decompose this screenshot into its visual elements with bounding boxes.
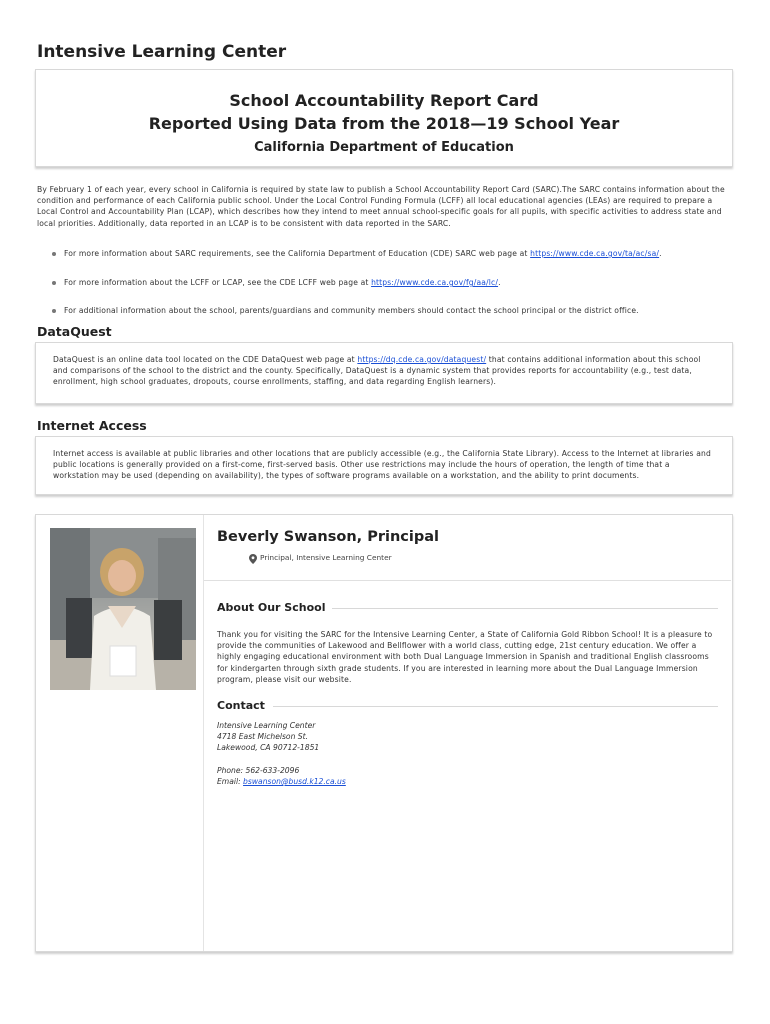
bullet-dot xyxy=(52,252,56,256)
map-pin-icon xyxy=(249,554,257,564)
contact-email-row xyxy=(217,776,346,787)
bullet-text: For more information about SARC requirements, see the California Department of Education (CDE) SARC web page at xyxy=(64,249,531,258)
principal-name: Beverly Swanson, Principal xyxy=(217,529,439,545)
bullet-text: For additional information about the school, parents/guardians and community members should contact the school principal or the district office. xyxy=(64,306,639,315)
contact-heading: Contact xyxy=(217,699,265,712)
lcff-link[interactable]: https://www.cde.ca.gov/fg/aa/lc/ xyxy=(371,278,499,287)
contact-rule xyxy=(273,706,718,707)
dataquest-text xyxy=(53,354,715,388)
about-heading: About Our School xyxy=(217,601,326,614)
dataquest-text-after: that contains additional information about this school and comparisons of the school to the district and the county. Specifically, DataQuest is a dynamic system that provides reports for accountability (e.g., test data, enrollment, high school graduates, dropouts, course enrollments, staffing, and data regarding English learners). xyxy=(53,355,701,387)
principal-photo-illustration xyxy=(50,528,196,690)
internet-box xyxy=(35,436,733,495)
dataquest-heading: DataQuest xyxy=(37,324,112,339)
bullet-lcff xyxy=(52,277,732,288)
bullet-sarc xyxy=(52,248,732,259)
bullet-contact xyxy=(52,305,732,316)
contact-block xyxy=(217,720,346,787)
internet-text: Internet access is available at public libraries and other locations that are publicly accessible (e.g., the California State Library). Access to the Internet at libraries and public locations is generally provided on a first-come, first-served basis. Other use restrictions may include the hours of operation, the length of time that a workstation may be used (depending on availability), the types of software programs available on a workstation, and the ability to print documents. xyxy=(53,449,711,481)
bullet-suffix: . xyxy=(659,249,662,258)
contact-line-1: Intensive Learning Center xyxy=(217,721,316,730)
contact-spacer xyxy=(217,754,346,765)
sarc-link[interactable]: https://www.cde.ca.gov/ta/ac/sa/ xyxy=(530,249,660,258)
principal-photo xyxy=(50,528,196,690)
email-link[interactable]: bswanson@busd.k12.ca.us xyxy=(243,776,346,786)
principal-profile-card xyxy=(35,514,733,952)
dataquest-link[interactable]: https://dq.cde.ca.gov/dataquest/ xyxy=(357,355,487,364)
about-text: Thank you for visiting the SARC for the Intensive Learning Center, a State of California Gold Ribbon School! It is a pleasure to provide the communities of Lakewood and Bellflower with a world class, cutting edge, 21st century education. We offer a highly engaging educational environment with both Dual Language Immersion in Spanish and traditional English classrooms for kindergarten through sixth grade students. If you are interested in learning more about the Dual Language Immersion program, please visit our website. xyxy=(217,630,713,684)
bullet-text: For more information about the LCFF or LCAP, see the CDE LCFF web page at xyxy=(64,278,372,287)
report-title-box xyxy=(35,69,733,167)
dataquest-text-before: DataQuest is an online data tool located on the CDE DataQuest web page at xyxy=(53,355,358,364)
bullet-dot xyxy=(52,281,56,285)
contact-line-3: Lakewood, CA 90712-1851 xyxy=(217,743,320,753)
email-label: Email: xyxy=(217,776,244,786)
bullet-dot xyxy=(52,309,56,313)
contact-line-2: 4718 East Michelson St. xyxy=(217,732,309,742)
internet-heading: Internet Access xyxy=(37,418,147,433)
report-subtitle: Reported Using Data from the 2018—19 School Year xyxy=(148,114,620,133)
bullet-suffix: . xyxy=(498,278,501,287)
intro-paragraph: By February 1 of each year, every school in California is required by state law to publish a School Accountability Report Card (SARC).The SARC contains information about the condition and performance of each California public school. Under the Local Control Funding Formula (LCFF) all local educational agencies (LEAs) are required to prepare a Local Control and Accountability Plan (LCAP), which describes how they intend to meet annual school-specific goals for all pupils, with specific activities to address state and local priorities. Additionally, data reported in an LCAP is to be consistent with data reported in the SARC. xyxy=(37,185,725,228)
profile-divider xyxy=(204,580,731,581)
school-name: Intensive Learning Center xyxy=(37,42,287,62)
report-title: School Accountability Report Card xyxy=(229,91,539,110)
department-name: California Department of Education xyxy=(254,140,514,155)
about-rule xyxy=(332,608,718,609)
dataquest-box xyxy=(35,342,733,404)
principal-role: Principal, Intensive Learning Center xyxy=(260,553,392,562)
contact-phone: Phone: 562-633-2096 xyxy=(217,765,300,775)
